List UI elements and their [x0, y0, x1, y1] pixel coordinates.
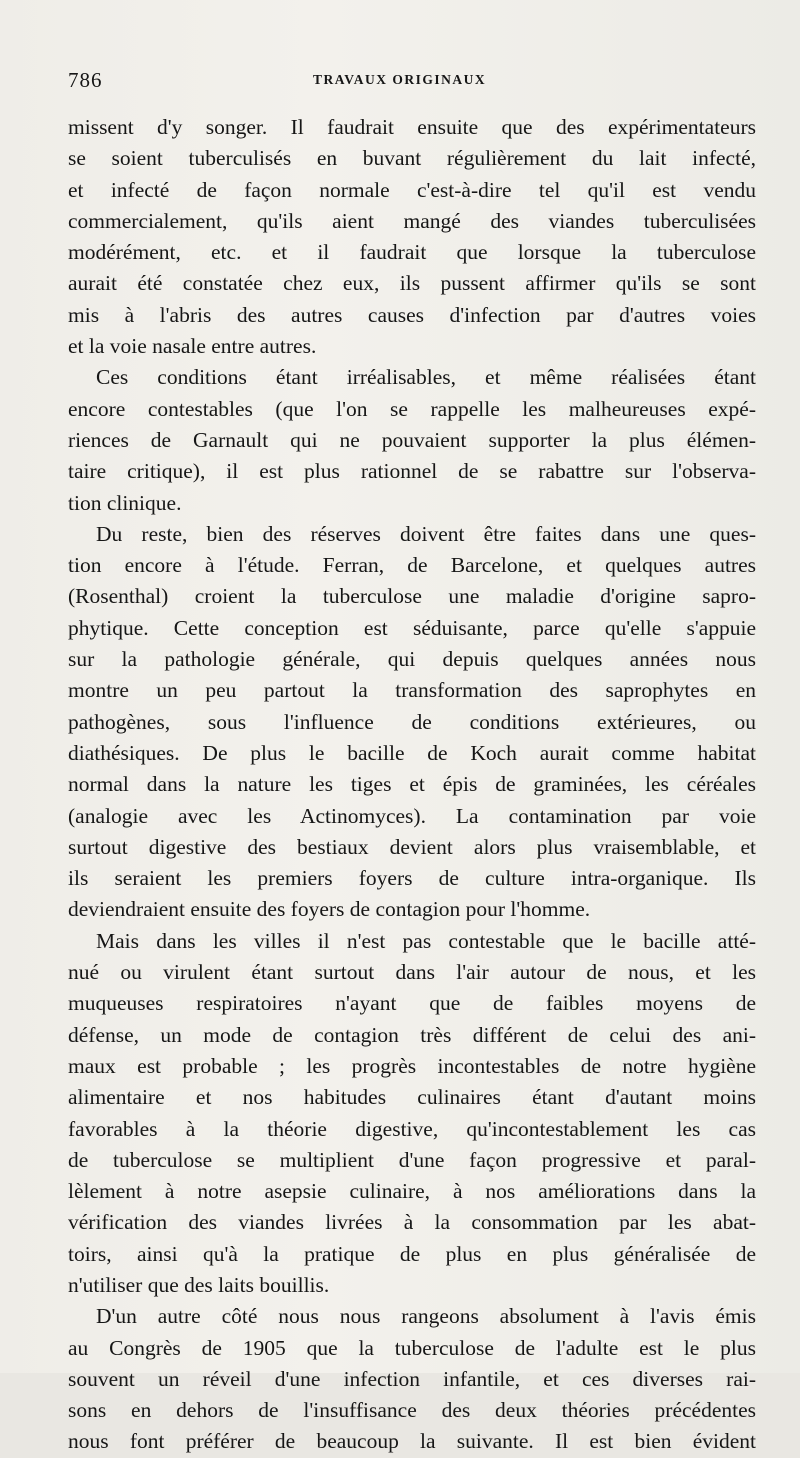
text-line: de tuberculose se multiplient d'une façon progressive et paral- — [68, 1147, 756, 1172]
text-line: souvent un réveil d'une infection infantile, et ces diverses rai- — [68, 1366, 756, 1391]
body-text — [68, 112, 756, 1458]
text-line: Ces conditions étant irréalisables, et même réalisées étant — [96, 365, 756, 390]
text-line: alimentaire et nos habitudes culinaires étant d'autant moins — [68, 1085, 756, 1110]
text-line: au Congrès de 1905 que la tuberculose de l'adulte est le plus — [68, 1335, 756, 1360]
text-line: deviendraient ensuite des foyers de contagion pour l'homme. — [68, 897, 591, 922]
text-line: favorables à la théorie digestive, qu'incontestablement les cas — [68, 1116, 756, 1141]
text-line: commercialement, qu'ils aient mangé des viandes tuberculisées — [68, 208, 756, 233]
text-line: modérément, etc. et il faudrait que lorsque la tuberculose — [68, 240, 756, 265]
text-line: muqueuses respiratoires n'ayant que de faibles moyens de — [68, 991, 756, 1016]
text-line: (Rosenthal) croient la tuberculose une maladie d'origine sapro- — [68, 584, 756, 609]
text-line: riences de Garnault qui ne pouvaient supporter la plus élémen- — [68, 427, 756, 452]
text-line: maux est probable ; les progrès incontestables de notre hygiène — [68, 1053, 756, 1078]
text-line: surtout digestive des bestiaux devient alors plus vraisemblable, et — [68, 834, 756, 859]
page-header — [68, 68, 758, 96]
text-line: tion clinique. — [68, 490, 182, 515]
page-number: 786 — [68, 68, 103, 92]
text-line: et infecté de façon normale c'est-à-dire tel qu'il est vendu — [68, 177, 756, 202]
text-line: encore contestables (que l'on se rappelle les malheureuses expé- — [68, 396, 756, 421]
text-line: nué ou virulent étant surtout dans l'air autour de nous, et les — [68, 960, 756, 985]
text-line: vérification des viandes livrées à la consommation par les abat- — [68, 1210, 756, 1235]
text-line: toirs, ainsi qu'à la pratique de plus en plus généralisée de — [68, 1241, 756, 1266]
text-line: Du reste, bien des réserves doivent être faites dans une ques- — [96, 521, 756, 546]
text-line: Mais dans les villes il n'est pas contestable que le bacille atté- — [96, 928, 756, 953]
text-line: missent d'y songer. Il faudrait ensuite que des expérimentateurs — [68, 115, 756, 139]
text-line: D'un autre côté nous nous rangeons absolument à l'avis émis — [96, 1304, 756, 1329]
text-line: tion encore à l'étude. Ferran, de Barcelone, et quelques autres — [68, 553, 756, 578]
text-line: diathésiques. De plus le bacille de Koch aurait comme habitat — [68, 740, 756, 765]
text-line: pathogènes, sous l'influence de conditions extérieures, ou — [68, 709, 756, 734]
text-line: sons en dehors de l'insuffisance des deux théories précédentes — [68, 1398, 756, 1423]
text-line: (analogie avec les Actinomyces). La contamination par voie — [68, 803, 756, 828]
text-line: mis à l'abris des autres causes d'infection par d'autres voies — [68, 302, 756, 327]
text-line: lèlement à notre asepsie culinaire, à nos améliorations dans la — [68, 1179, 756, 1204]
text-line: sur la pathologie générale, qui depuis quelques années nous — [68, 647, 756, 672]
text-line: nous font préférer de beaucoup la suivante. Il est bien évident — [68, 1429, 756, 1454]
text-line: normal dans la nature les tiges et épis de graminées, les céréales — [68, 772, 756, 797]
text-line: n'utiliser que des laits bouillis. — [68, 1272, 330, 1297]
text-line: phytique. Cette conception est séduisante, parce qu'elle s'appuie — [68, 615, 756, 640]
text-line: se soient tuberculisés en buvant régulièrement du lait infecté, — [68, 146, 756, 171]
text-line: taire critique), il est plus rationnel de se rabattre sur l'observa- — [68, 459, 756, 484]
running-head: TRAVAUX ORIGINAUX — [313, 72, 487, 87]
text-line: défense, un mode de contagion très différent de celui des ani- — [68, 1022, 756, 1047]
text-line: montre un peu partout la transformation des saprophytes en — [68, 678, 756, 703]
text-line: ils seraient les premiers foyers de culture intra-organique. Ils — [68, 866, 756, 891]
text-line: aurait été constatée chez eux, ils pussent affirmer qu'ils se sont — [68, 271, 756, 296]
text-line: et la voie nasale entre autres. — [68, 334, 317, 359]
